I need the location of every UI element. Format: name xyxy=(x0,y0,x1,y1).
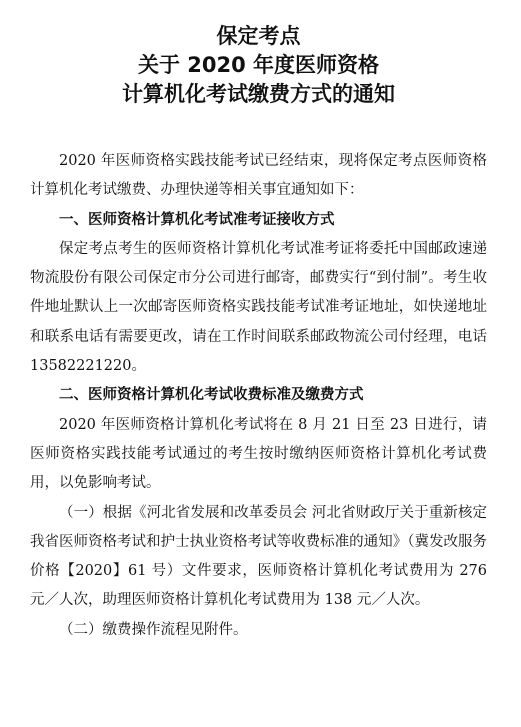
document-title xyxy=(30,22,487,109)
section-1-body: 保定考点考生的医师资格计算机化考试准考证将委托中国邮政速递物流股份有限公司保定市分公司进行邮寄，邮费实行“到付制”。考生收件地址默认上一次邮寄医师资格实践技能考试准考证地址，如快递地址和联系电话有需要更改，请在工作时间联系邮政物流公司付经理，电话13582221220。 xyxy=(30,240,487,375)
section-2-body-3: （二）缴费操作流程见附件。 xyxy=(59,621,248,638)
title-line-3: 计算机化考试缴费方式的通知 xyxy=(122,82,395,106)
section-1-heading: 一、医师资格计算机化考试准考证接收方式 xyxy=(59,211,335,228)
title-line-1: 保定考点 xyxy=(216,24,301,48)
title-line-2: 关于 2020 年度医师资格 xyxy=(137,53,380,77)
section-2-body-2: （一）根据《河北省发展和改革委员会 河北省财政厅关于重新核定我省医师资格考试和护士执业资格考试等收费标准的通知》（冀发改服务价格【2020】61 号）文件要求，医师资格计算机化考试费用为 276 元／人次，助理医师资格计算机化考试费用为 138 元／人次。 xyxy=(30,504,487,609)
section-2-heading: 二、医师资格计算机化考试收费标准及缴费方式 xyxy=(59,387,364,404)
section-2-body-1: 2020 年医师资格计算机化考试将在 8 月 21 日至 23 日进行，请医师资格实践技能考试通过的考生按时缴纳医师资格计算机化考试费用，以免影响考试。 xyxy=(30,416,487,492)
intro-paragraph: 2020 年医师资格实践技能考试已经结束，现将保定考点医师资格计算机化考试缴费、办理快递等相关事宜通知如下： xyxy=(30,153,487,199)
